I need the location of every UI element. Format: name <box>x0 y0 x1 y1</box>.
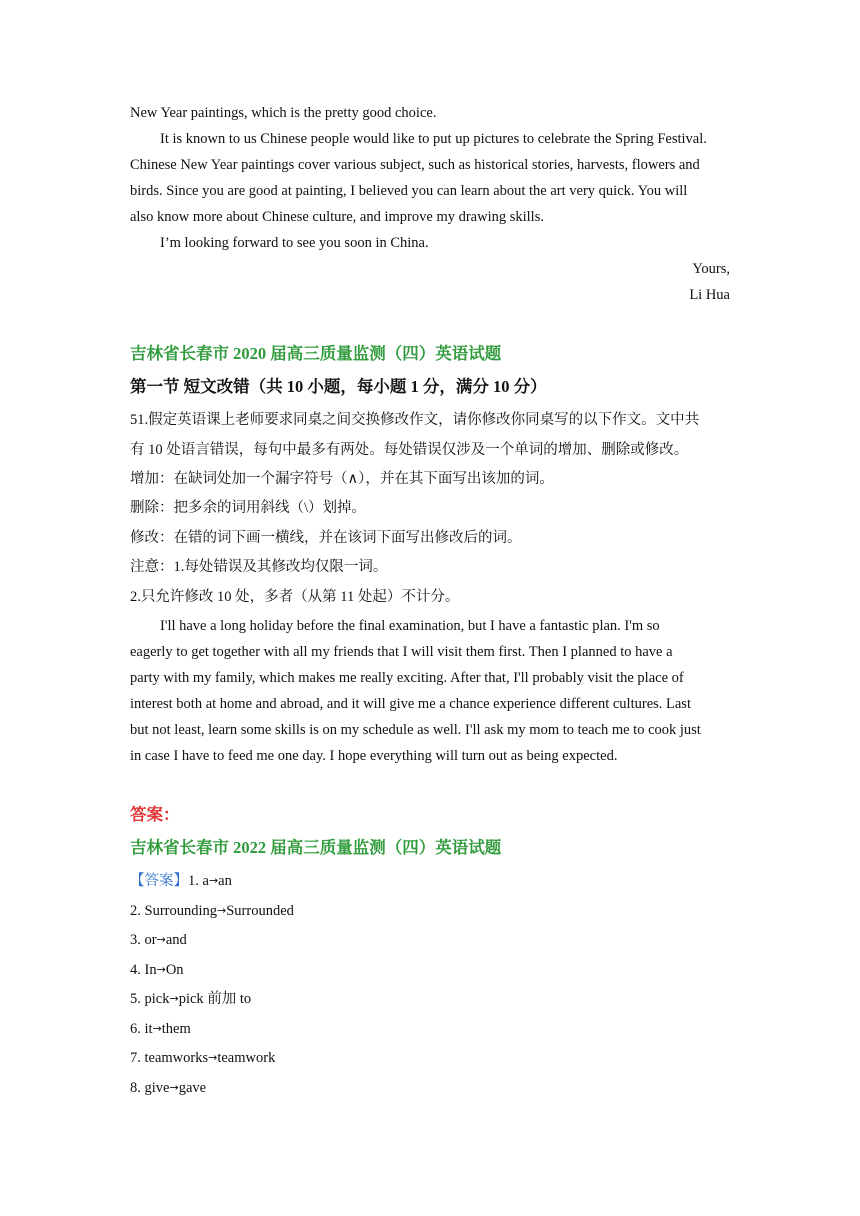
answer-to: gave <box>178 1080 207 1096</box>
arrow-icon: → <box>169 992 179 1005</box>
answer-item <box>130 1045 275 1071</box>
answers-exam-title: 吉林省长春市 2022 届高三质量监测（四）英语试题 <box>130 838 502 857</box>
answer-from: it <box>144 1021 153 1037</box>
answer-from: or <box>144 932 157 948</box>
instruction-line: 51.假定英语课上老师要求同桌之间交换修改作文，请你修改你同桌写的以下作文。文中共 <box>130 412 700 428</box>
answer-item <box>130 898 294 924</box>
letter-line: It is known to us Chinese people would like to put up pictures to celebrate the Spring Festival. <box>160 131 707 147</box>
letter-closing: Yours, <box>692 261 730 277</box>
essay-line: interest both at home and abroad, and it will give me a chance experience different cultures. Last <box>130 696 691 712</box>
instruction-note: 注意：1.每处错误及其修改均仅限一词。 <box>130 559 388 575</box>
answer-to: them <box>161 1021 191 1037</box>
arrow-icon: → <box>208 874 219 887</box>
answer-item <box>130 927 187 953</box>
letter-line: also know more about Chinese culture, and improve my drawing skills. <box>130 209 544 225</box>
arrow-icon: → <box>217 904 227 917</box>
answer-to: pick 前加 to <box>178 991 252 1007</box>
answer-number: 6. <box>130 1021 145 1037</box>
essay-line: party with my family, which makes me really exciting. After that, I'll probably visit the place of <box>130 670 684 686</box>
answer-to: teamwork <box>217 1050 276 1066</box>
answer-number: 3. <box>130 932 145 948</box>
letter-line: birds. Since you are good at painting, I believed you can learn about the art very quick. You will <box>130 183 688 199</box>
answer-item <box>130 986 251 1012</box>
answer-number: 8. <box>130 1080 145 1096</box>
essay-line: I'll have a long holiday before the final examination, but I have a fantastic plan. I'm so <box>160 618 660 634</box>
letter-line: I’m looking forward to see you soon in China. <box>160 235 429 251</box>
answer-from: give <box>144 1080 170 1096</box>
answer-from: Surrounding <box>144 903 217 919</box>
exam-title: 吉林省长春市 2020 届高三质量监测（四）英语试题 <box>130 344 502 363</box>
essay-line: eagerly to get together with all my friends that I will visit them first. Then I planned to have a <box>130 644 673 660</box>
answer-item <box>130 957 184 983</box>
answer-to: an <box>218 873 232 889</box>
section-subtitle: 第一节 短文改错（共 10 小题，每小题 1 分，满分 10 分） <box>130 377 547 396</box>
answer-from: pick <box>144 991 170 1007</box>
answer-item <box>130 1016 191 1042</box>
arrow-icon: → <box>156 963 166 976</box>
arrow-icon: → <box>169 1081 179 1094</box>
instruction-add: 增加：在缺词处加一个漏字符号（∧），并在其下面写出该加的词。 <box>130 471 554 487</box>
answer-number: 4. <box>130 962 145 978</box>
letter-signature: Li Hua <box>689 287 730 303</box>
answers-heading: 答案： <box>130 805 180 824</box>
answer-number: 2. <box>130 903 145 919</box>
arrow-icon: → <box>156 933 166 946</box>
answer-to: and <box>165 932 187 948</box>
answer-from: teamworks <box>144 1050 209 1066</box>
answer-tag: 【答案】 <box>130 873 188 889</box>
answer-number: 5. <box>130 991 145 1007</box>
answer-number: 7. <box>130 1050 145 1066</box>
essay-line: in case I have to feed me one day. I hope everything will turn out as being expected. <box>130 748 618 764</box>
answer-number: 1. <box>188 873 203 889</box>
answer-item <box>130 1075 206 1101</box>
answer-from: a <box>202 873 209 889</box>
letter-line: New Year paintings, which is the pretty good choice. <box>130 105 437 121</box>
answer-to: Surrounded <box>226 903 294 919</box>
instruction-modify: 修改：在错的词下画一横线，并在该词下面写出修改后的词。 <box>130 530 522 546</box>
arrow-icon: → <box>208 1051 218 1064</box>
answer-from: In <box>144 962 157 978</box>
instruction-delete: 删除：把多余的词用斜线（\）划掉。 <box>130 500 367 516</box>
essay-line: but not least, learn some skills is on my schedule as well. I'll ask my mom to teach me to cook just <box>130 722 701 738</box>
letter-line: Chinese New Year paintings cover various subject, such as historical stories, harvests, flowers and <box>130 157 700 173</box>
instruction-line: 有 10 处语言错误，每句中最多有两处。每处错误仅涉及一个单词的增加、删除或修改。 <box>130 442 689 458</box>
answer-to: On <box>165 962 184 978</box>
answer-item <box>130 868 232 894</box>
arrow-icon: → <box>152 1022 162 1035</box>
instruction-note: 2.只允许修改 10 处，多者（从第 11 处起）不计分。 <box>130 589 460 605</box>
